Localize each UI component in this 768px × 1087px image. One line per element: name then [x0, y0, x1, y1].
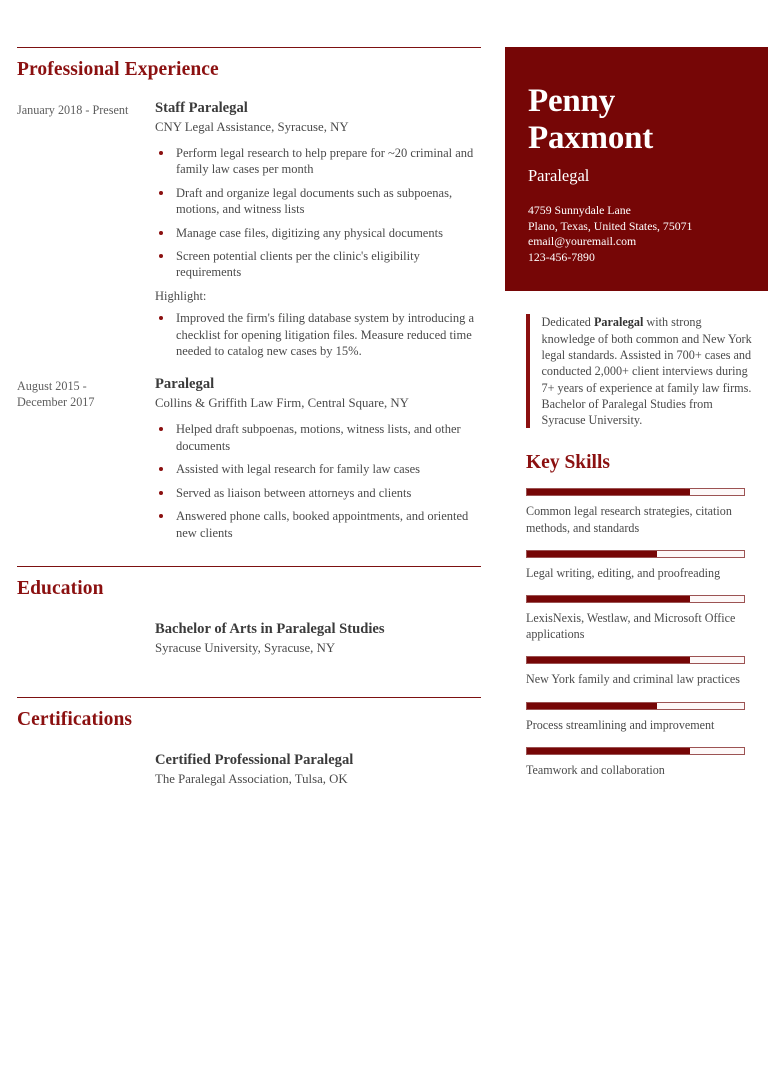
bullet-dot-icon — [159, 467, 163, 471]
bullet-dot-icon — [159, 491, 163, 495]
bullet-dot-icon — [159, 514, 163, 518]
section-title-key-skills: Key Skills — [526, 452, 610, 474]
skill-level-bar — [526, 702, 745, 710]
skill-level-bar — [526, 595, 745, 603]
skill-item — [526, 702, 745, 733]
bullet-dot-icon — [159, 427, 163, 431]
list-item — [155, 185, 482, 218]
right-column — [505, 0, 768, 778]
bullet-text: Helped draft subpoenas, motions, witness lists, and other documents — [176, 422, 461, 453]
section-title-certifications: Certifications — [17, 708, 133, 730]
job-title: Paralegal — [528, 166, 590, 185]
skill-level-fill — [527, 703, 657, 709]
summary-bold-term: Paralegal — [593, 315, 644, 330]
skill-item — [526, 656, 745, 687]
experience-bullet-list — [155, 145, 482, 281]
skill-label: Process streamlining and improvement — [526, 717, 715, 732]
experience-date: January 2018 - Present — [17, 103, 129, 117]
list-item — [155, 421, 482, 454]
header-name-block — [505, 47, 768, 291]
list-item — [155, 310, 482, 359]
bullet-text: Manage case files, digitizing any physical documents — [176, 225, 443, 240]
page-title — [528, 83, 745, 157]
bullet-dot-icon — [159, 254, 163, 258]
summary-text — [530, 314, 759, 428]
skill-item — [526, 595, 745, 642]
skill-level-fill — [527, 596, 690, 602]
first-name: Penny — [528, 83, 616, 119]
list-item — [155, 461, 482, 477]
skill-item — [526, 488, 745, 535]
skill-level-bar — [526, 488, 745, 496]
highlight-label: Highlight: — [155, 288, 207, 303]
skill-level-fill — [527, 748, 690, 754]
contact-street: 4759 Sunnydale Lane — [528, 203, 631, 217]
experience-entry — [17, 375, 482, 547]
contact-email[interactable]: email@youremail.com — [528, 234, 637, 249]
skill-level-fill — [527, 551, 657, 557]
bullet-text: Perform legal research to help prepare for ~20 criminal and family law cases per month — [176, 146, 474, 177]
contact-city: Plano, Texas, United States, 75071 — [528, 218, 693, 233]
certification-entry — [17, 751, 482, 788]
section-certifications — [17, 657, 482, 788]
section-title-education: Education — [17, 577, 104, 599]
experience-body — [137, 375, 482, 547]
last-name: Paxmont — [528, 120, 654, 156]
bullet-dot-icon — [159, 151, 163, 155]
bullet-text: Answered phone calls, booked appointments, and oriented new clients — [176, 509, 469, 540]
list-item — [155, 485, 482, 501]
skill-level-bar — [526, 747, 745, 755]
experience-job-title: Paralegal — [155, 376, 215, 393]
skill-item — [526, 550, 745, 581]
certification-issuer: The Paralegal Association, Tulsa, OK — [155, 771, 348, 786]
experience-company: CNY Legal Assistance, Syracuse, NY — [155, 120, 349, 134]
contact-phone[interactable]: 123-456-7890 — [528, 249, 595, 264]
education-school: Syracuse University, Syracuse, NY — [155, 640, 336, 655]
skill-label: Teamwork and collaboration — [526, 762, 665, 777]
experience-body — [137, 99, 482, 366]
contact-block — [528, 187, 745, 265]
experience-entry — [17, 99, 482, 366]
education-date — [17, 620, 137, 657]
bullet-text: Draft and organize legal documents such as subpoenas, motions, and witness lists — [176, 185, 453, 217]
bullet-dot-icon — [159, 191, 163, 195]
section-professional-experience — [17, 0, 482, 548]
summary-part-1: Dedicated — [541, 315, 594, 330]
bullet-text: Assisted with legal research for family law cases — [176, 462, 421, 477]
certification-date — [17, 751, 137, 788]
section-education — [17, 548, 482, 657]
left-column — [17, 0, 482, 788]
experience-company: Collins & Griffith Law Firm, Central Square, NY — [155, 396, 409, 411]
skill-level-bar — [526, 550, 745, 558]
bullet-text: Improved the firm's filing database system by introducing a checklist for opening litigation files. Measure reduced time needed to catalog new cases by 15%. — [176, 311, 475, 359]
skill-level-bar — [526, 656, 745, 664]
list-item — [155, 248, 482, 281]
skill-label: Legal writing, editing, and proofreading — [526, 565, 721, 580]
bullet-dot-icon — [159, 316, 163, 320]
experience-job-title: Staff Paralegal — [155, 100, 248, 116]
certification-name: Certified Professional Paralegal — [155, 751, 354, 768]
summary-part-2: with strong knowledge of both common and New York legal standards. Assisted in 700+ cases and conducted 2,000+ client interviews during 7+ years of experience at family law firms. Bachelor of Paralegal Studies from Syracuse University. — [541, 315, 752, 428]
bullet-text: Screen potential clients per the clinic's eligibility requirements — [176, 249, 420, 280]
education-degree: Bachelor of Arts in Paralegal Studies — [155, 620, 385, 637]
experience-bullet-list — [155, 421, 482, 540]
education-body — [137, 620, 482, 657]
skill-label: LexisNexis, Westlaw, and Microsoft Office applications — [526, 611, 736, 642]
skill-label: New York family and criminal law practices — [526, 672, 740, 687]
certification-body — [137, 751, 482, 788]
bullet-dot-icon — [159, 231, 163, 235]
bullet-text: Served as liaison between attorneys and clients — [176, 485, 412, 500]
experience-highlight-list — [155, 310, 482, 359]
skill-item — [526, 747, 745, 778]
skill-level-fill — [527, 657, 690, 663]
experience-date: August 2015 - December 2017 — [17, 379, 95, 409]
section-title-professional-experience: Professional Experience — [17, 59, 219, 80]
skill-level-fill — [527, 489, 690, 495]
skill-label: Common legal research strategies, citation methods, and standards — [526, 504, 732, 535]
list-item — [155, 508, 482, 541]
education-entry — [17, 620, 482, 657]
summary-block — [526, 314, 758, 428]
list-item — [155, 145, 482, 178]
list-item — [155, 225, 482, 241]
